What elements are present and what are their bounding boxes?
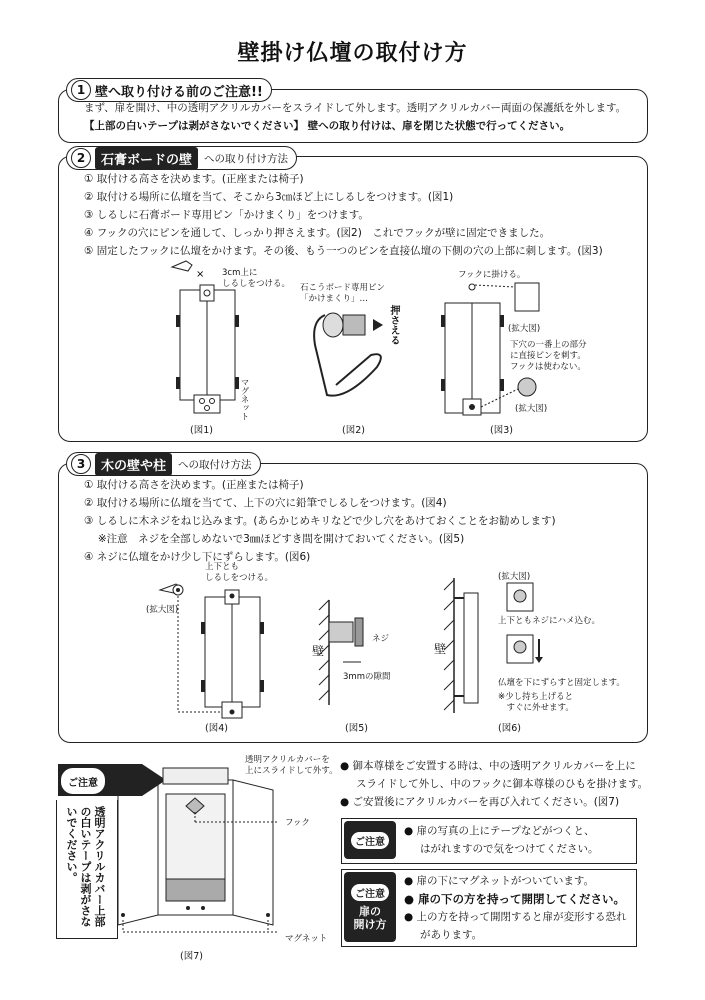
list-item — [404, 872, 627, 890]
section-number: 2 — [71, 148, 91, 168]
figure-6-diagram — [440, 578, 500, 718]
section-3-subtitle: への取付け方法 — [178, 458, 252, 471]
bullet-icon: ● — [340, 796, 350, 808]
figure-6-caption: (図6) — [498, 723, 521, 734]
figure-4-note: 上下とも しるしをつける。 — [205, 562, 274, 583]
list-item — [340, 775, 648, 793]
list-item-text: 扉の写真の上にテープなどがつくと、 — [416, 825, 595, 837]
step: ② 取付ける場所に仏壇を当て、そこから3㎝ほど上にしるしをつけます。(図1) — [84, 191, 454, 203]
figure-6-note-1: 上下ともネジにハメ込む。 — [498, 616, 601, 626]
figure-7-hook-label: フック — [285, 818, 310, 828]
section-number: 1 — [71, 80, 91, 100]
figure-6-zoom-diagram — [505, 583, 545, 683]
instructions-list — [340, 757, 648, 811]
caution-box-2-label — [344, 821, 396, 859]
page-title: 壁掛け仏壇の取付け方 — [237, 41, 468, 66]
list-item — [404, 840, 599, 858]
list-item-text: 扉の下にマグネットがついています。 — [416, 875, 595, 887]
caution-label-text: ご注意 — [68, 777, 98, 789]
list-item-text: があります。 — [420, 929, 483, 941]
caution-label — [60, 767, 106, 795]
figure-1-note: 3cm上に しるしをつける。 — [222, 268, 291, 289]
figure-2-caption: (図2) — [342, 425, 365, 436]
section-3-steps — [84, 476, 556, 566]
svg-text:×: × — [196, 269, 205, 280]
figure-7-diagram — [118, 760, 288, 935]
bullet-icon: ● — [404, 875, 414, 887]
figure-7-magnet-label: マグネット — [285, 934, 328, 944]
list-item-text: ご安置後にアクリルカバーを再び入れてください。(図7) — [352, 796, 620, 808]
step: ※注意 ネジを全部しめないで3㎜ほどすき間を開けておいてください。(図5) — [84, 533, 465, 545]
figure-3-zoom-label: (拡大図) — [508, 324, 541, 334]
list-item-text: スライドして外し、中のフックに御本尊様のひもを掛けます。 — [356, 778, 649, 790]
figure-4-diagram — [150, 572, 280, 722]
list-item-text: 御本尊様をご安置する時は、中の透明アクリルカバーを上に — [352, 760, 636, 772]
caution-box-2-label-text: ご注意 — [351, 832, 389, 849]
bullet-icon: ● — [404, 825, 414, 837]
section-2-header — [66, 146, 297, 170]
step: ① 取付ける高さを決めます。(正座または椅子) — [84, 173, 304, 185]
section-2-steps — [84, 170, 603, 260]
figure-5-wall-label: 壁 — [312, 644, 325, 658]
list-item — [404, 890, 627, 908]
caution-box-3-label-text: ご注意 — [351, 884, 389, 901]
list-item-text: 扉の下の方を持って開閉してください。 — [418, 892, 626, 906]
caution-box-2-text — [404, 822, 599, 858]
figure-6-wall-label: 壁 — [434, 642, 447, 656]
figure-2-press-label: 押さえる — [388, 305, 399, 345]
step: ④ フックの穴にピンを通して、しっかり押さえます。(図2) これでフックが壁に固定できました。 — [84, 227, 551, 239]
list-item-text: はがれますので気をつけてください。 — [420, 843, 599, 855]
figure-6-zoom-label: (拡大図) — [498, 572, 531, 582]
bullet-icon: ● — [340, 760, 350, 772]
caution-box-3-label — [344, 872, 396, 942]
section-1-title: 壁へ取り付ける前のご注意!! — [95, 84, 263, 100]
step: ⑤ 固定したフックに仏壇をかけます。その後、もう一つのピンを直接仏壇の下側の穴の上部に刺します。(図3) — [84, 245, 603, 257]
section-3-header — [66, 452, 261, 476]
bullet-icon: ● — [404, 911, 414, 923]
figure-3-note: 下穴の一番上の部分 に直接ピンを刺す。 フックは使わない。 — [510, 340, 587, 372]
step: ① 取付ける高さを決めます。(正座または椅子) — [84, 479, 304, 491]
figure-2-diagram — [305, 305, 395, 405]
section-3-title: 木の壁や柱 — [95, 453, 172, 476]
figure-5-screw-label: ネジ — [372, 634, 390, 644]
step: ② 取付ける場所に仏壇を当てて、上下の穴に鉛筆でしるしをつけます。(図4) — [84, 497, 447, 509]
list-item-text: 上の方を持って開閉すると扉が変形する恐れ — [416, 911, 627, 923]
list-item — [340, 793, 648, 811]
list-item — [404, 822, 599, 840]
list-item — [404, 908, 627, 926]
figure-7-cover-note: 透明アクリルカバーを 上にスライドして外す。 — [245, 755, 338, 776]
step: ③ しるしに木ネジをねじ込みます。(あらかじめキリなどで少し穴をあけておくことをお勧めします) — [84, 515, 556, 527]
step: ③ しるしに石膏ボード専用ピン「かけまくり」をつけます。 — [84, 209, 369, 221]
figure-6-note-3: ※少し持ち上げると すぐに外せます。 — [498, 692, 574, 713]
figure-3-caption: (図3) — [490, 425, 513, 436]
figure-5-gap-label: 3mmの隙間 — [343, 672, 391, 682]
step: ④ ネジに仏壇をかけ少し下にずらします。(図6) — [84, 551, 311, 563]
section-2-subtitle: への取り付け方法 — [204, 152, 289, 165]
caution-vertical-text: 透明アクリルカバー上部の白いテープは剥がさないでください。 — [65, 806, 106, 927]
section-number: 3 — [71, 454, 91, 474]
section-1-line-1: まず、扉を開け、中の透明アクリルカバーをスライドして外します。透明アクリルカバー両面の保護紙を外します。 — [84, 102, 627, 114]
figure-6-note-2: 仏壇を下にずらすと固定します。 — [498, 678, 625, 688]
caution-box-3-text — [404, 872, 627, 944]
figure-1-caption: (図1) — [190, 425, 213, 436]
figure-2-pin-label: 石こうボード専用ピン 「かけまくり」… — [300, 283, 386, 304]
figure-3-zoom-label-2: (拡大図) — [515, 404, 548, 414]
figure-4-caption: (図4) — [205, 723, 228, 734]
section-2-title: 石膏ボードの壁 — [95, 147, 198, 170]
figure-3-hook-label: フックに掛ける。 — [458, 270, 526, 280]
figure-7-caption: (図7) — [180, 951, 203, 962]
figure-5-diagram — [315, 600, 405, 710]
figure-1-magnet-label: マグネット — [239, 378, 249, 421]
door-opening-label: 扉の 開け方 — [353, 904, 387, 931]
list-item — [340, 757, 648, 775]
section-1-line-2: 【上部の白いテープは剥がさないでください】 壁への取り付けは、扉を閉じた状態で行ってください。 — [84, 120, 571, 132]
figure-5-caption: (図5) — [345, 723, 368, 734]
bullet-icon: ● — [404, 892, 415, 906]
list-item — [404, 926, 627, 944]
figure-4-zoom-label: (拡大図) — [146, 605, 179, 615]
